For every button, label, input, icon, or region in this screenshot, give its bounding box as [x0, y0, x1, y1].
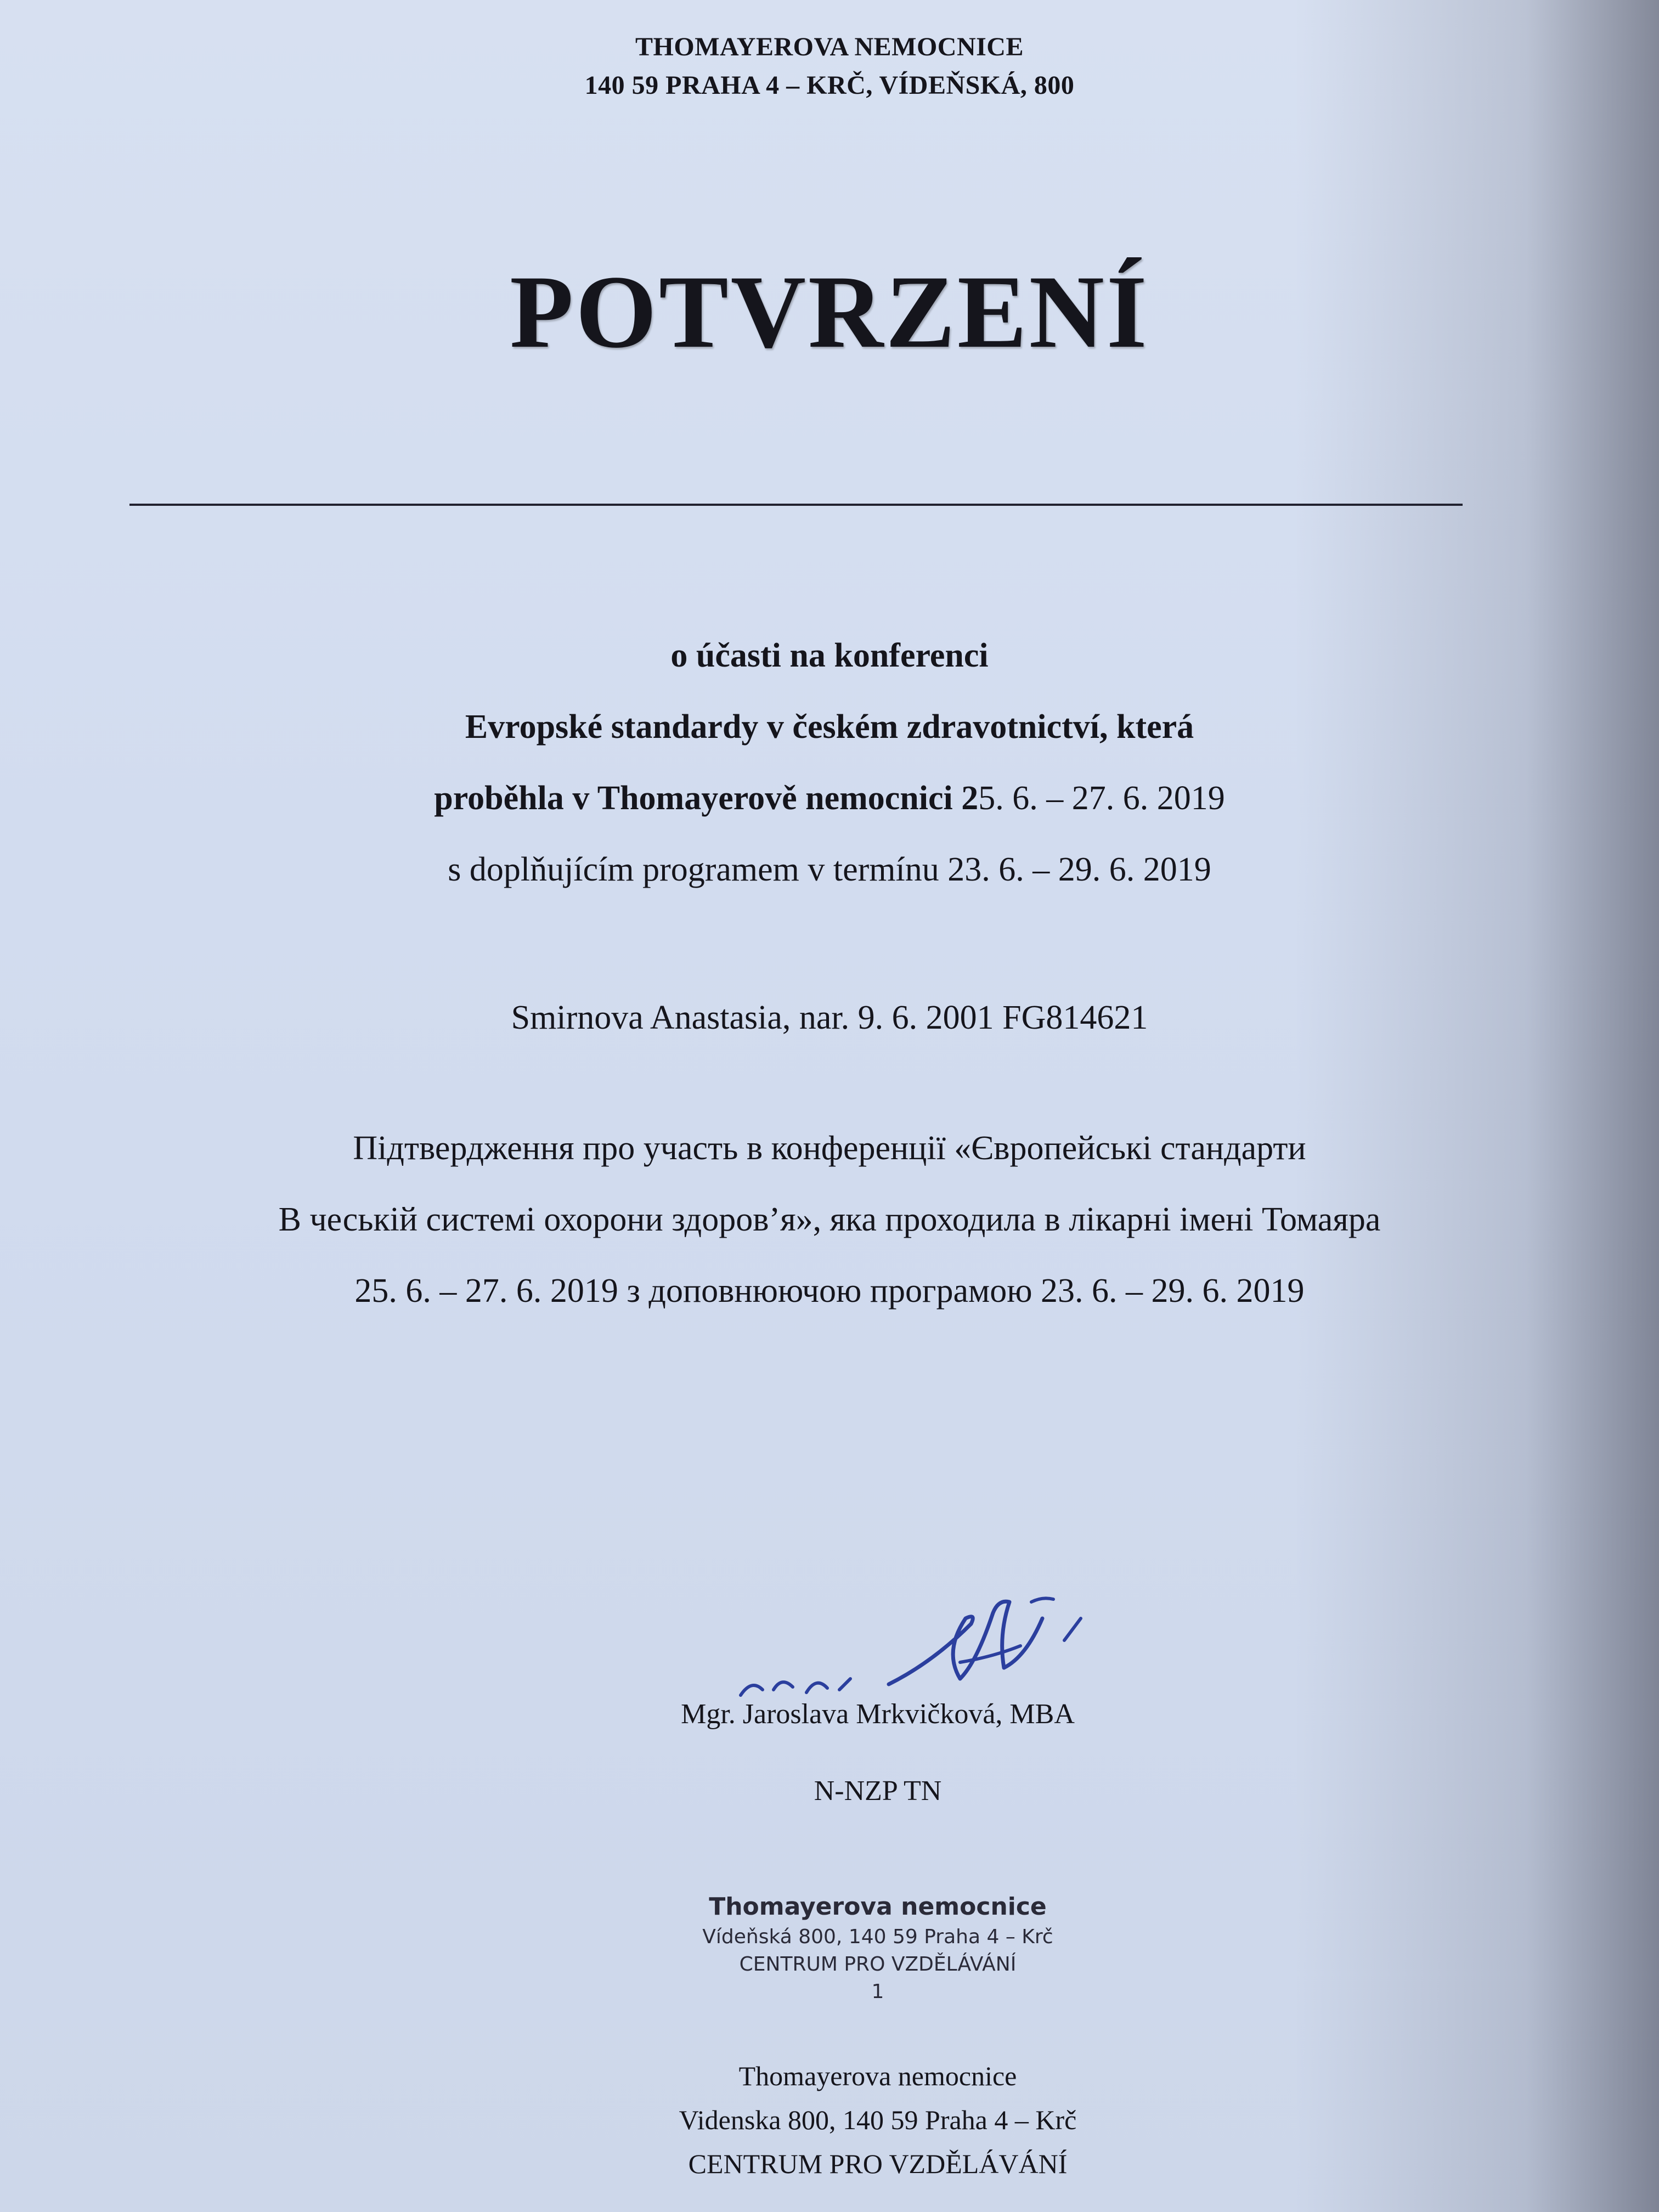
- cz-line-3: [0, 779, 1659, 818]
- cz-line-1: o účasti na konferenci: [670, 637, 989, 674]
- document-title: POTVRZENÍ: [510, 255, 1149, 370]
- cz-line-4: s doplňujícím programem v termínu 23. 6. – 29. 6. 2019: [448, 851, 1211, 888]
- ua-line-3: 25. 6. – 27. 6. 2019 з доповнюючою програмою 23. 6. – 29. 6. 2019: [354, 1272, 1305, 1310]
- stamp-number: 1: [871, 1980, 884, 2003]
- ua-line-2: В чеській системі охорони здоров’я», яка проходила в лікарні імені Томаяра: [278, 1201, 1381, 1238]
- signatory-name: Mgr. Jaroslava Mrkvičková, MBA: [681, 1699, 1075, 1730]
- cz-line-3-dates: 5. 6. – 27. 6. 2019: [978, 780, 1225, 817]
- cz-line-2: Evropské standardy v českém zdravotnictví, která: [465, 708, 1194, 746]
- stamp-address: Vídeňská 800, 140 59 Praha 4 – Krč: [702, 1926, 1053, 1948]
- footer-address: Videnska 800, 140 59 Praha 4 – Krč: [679, 2104, 1077, 2135]
- title-divider: [129, 504, 1463, 506]
- person-line: Smirnova Anastasia, nar. 9. 6. 2001 FG814621: [511, 999, 1148, 1036]
- ua-line-1: Підтвердження про участь в конференції «Європейські стандарти: [353, 1130, 1306, 1167]
- header-address: 140 59 PRAHA 4 – KRČ, VÍDEŇSKÁ, 800: [584, 71, 1075, 100]
- footer-department: CENTRUM PRO VZDĚLÁVÁNÍ: [688, 2148, 1068, 2179]
- stamp-name: Thomayerova nemocnice: [709, 1893, 1047, 1921]
- header-institution: THOMAYEROVA NEMOCNICE: [635, 32, 1024, 61]
- signatory-role: N-NZP TN: [814, 1775, 942, 1807]
- cz-line-3-bold: proběhla v Thomayerově nemocnici 2: [434, 780, 979, 817]
- stamp-department: CENTRUM PRO VZDĚLÁVÁNÍ: [739, 1953, 1017, 1976]
- footer-name: Thomayerova nemocnice: [738, 2061, 1017, 2091]
